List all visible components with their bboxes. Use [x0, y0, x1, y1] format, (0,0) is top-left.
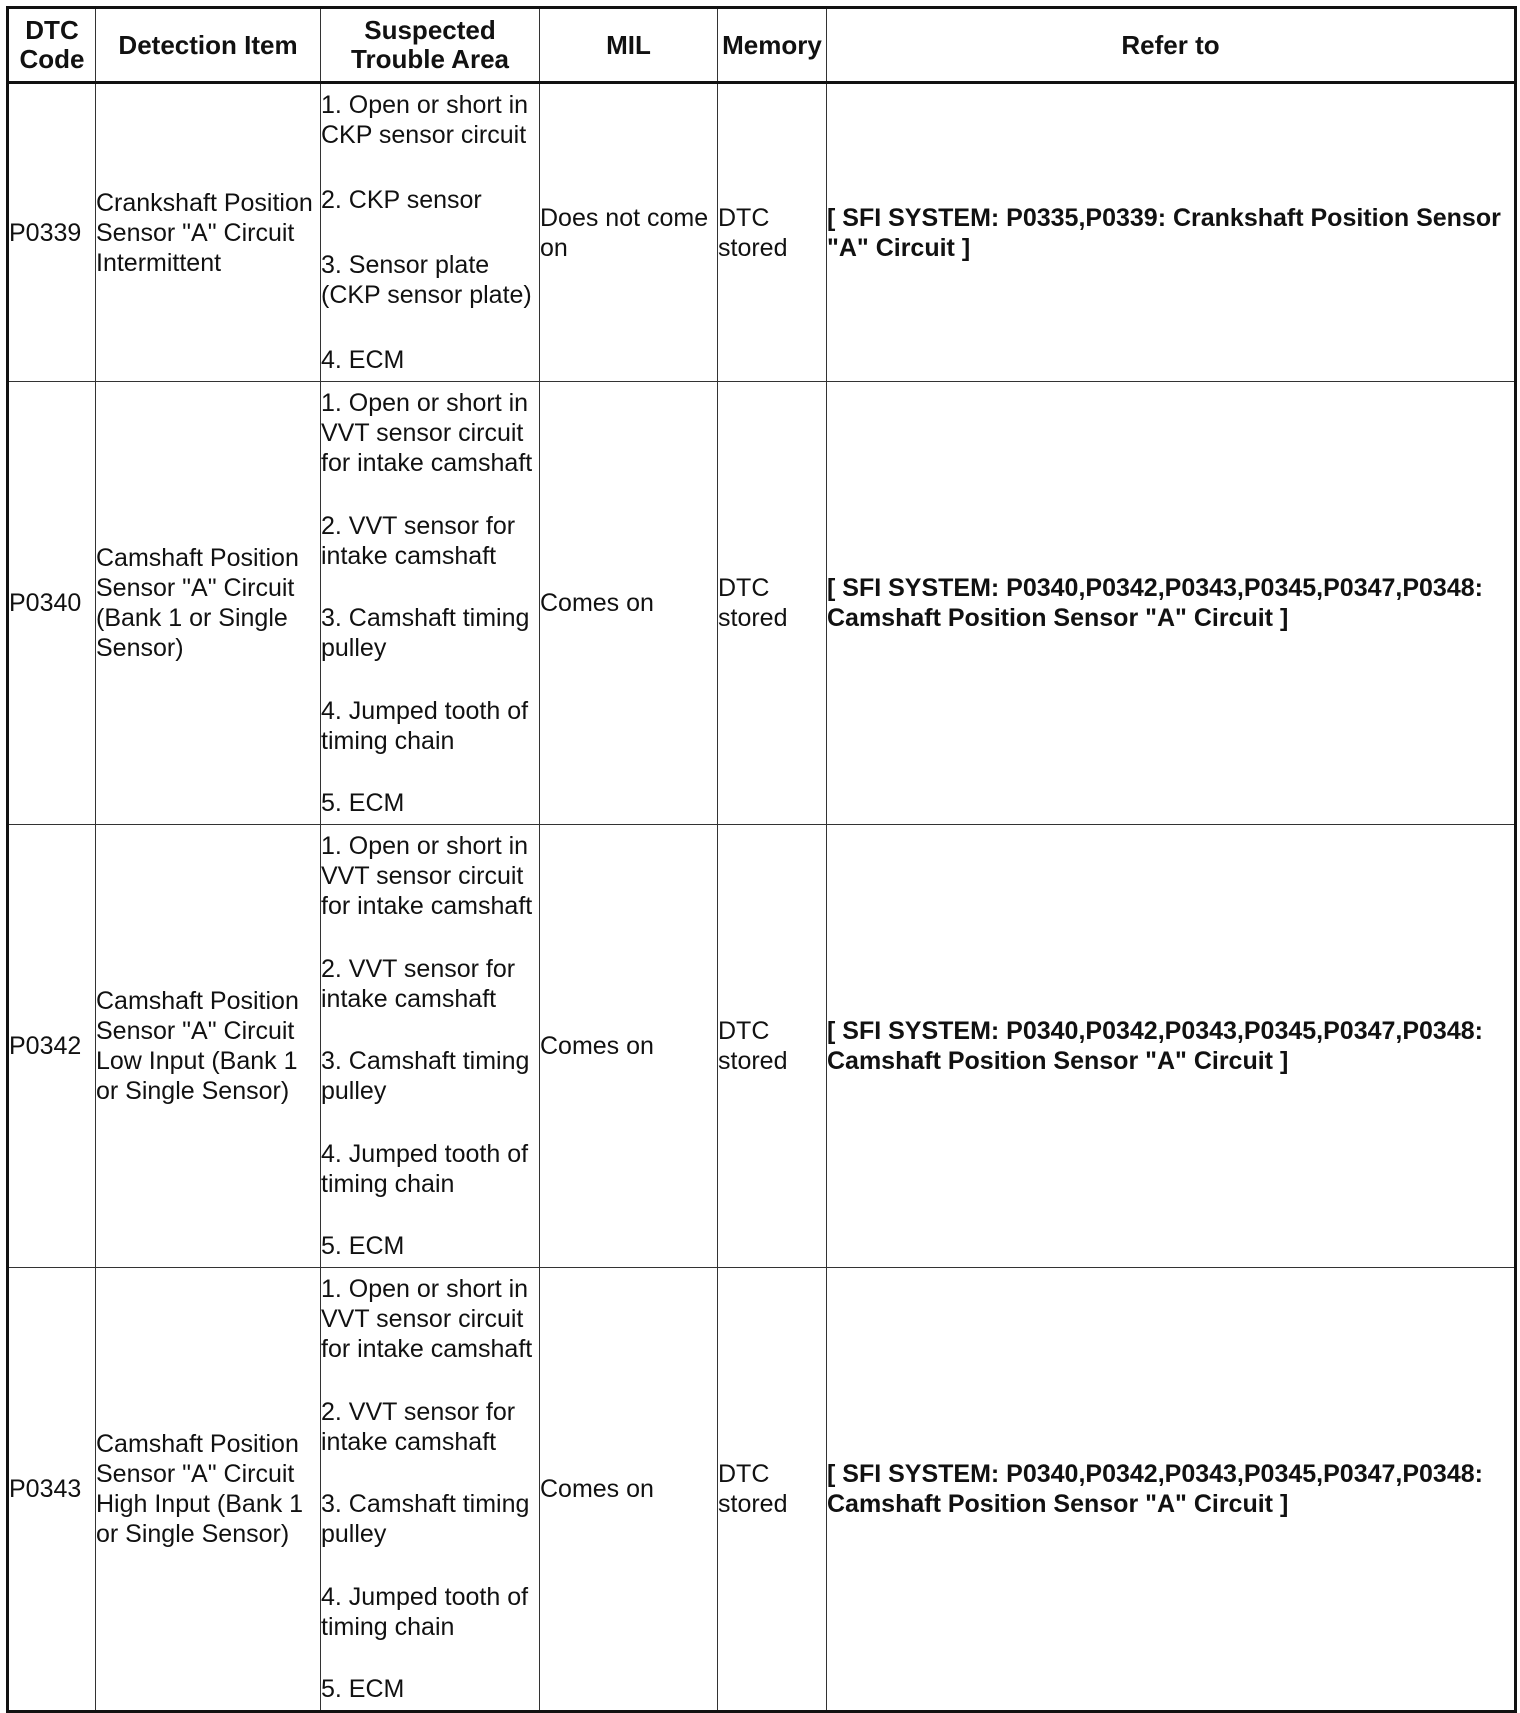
trouble-area-item: 1. Open or short in CKP sensor circuit — [321, 91, 529, 149]
memory-status: DTC stored — [718, 1268, 827, 1712]
detection-item: Camshaft Position Sensor "A" Circuit (Bank 1 or Single Sensor) — [96, 382, 321, 825]
table-row — [8, 382, 1516, 825]
suspected-trouble-area — [321, 825, 540, 1268]
trouble-area-item: 4. Jumped tooth of timing chain — [321, 696, 529, 755]
trouble-area-item: 2. VVT sensor for intake camshaft — [321, 1397, 516, 1456]
refer-to-link[interactable]: [ SFI SYSTEM: P0335,P0339: Crankshaft Position Sensor "A" Circuit ] — [827, 83, 1516, 382]
dtc-code: P0340 — [8, 382, 96, 825]
trouble-area-item: 2. CKP sensor — [321, 186, 482, 214]
header-refer-to: Refer to — [827, 8, 1516, 83]
refer-to-link[interactable]: [ SFI SYSTEM: P0340,P0342,P0343,P0345,P0347,P0348: Camshaft Position Sensor "A" Circuit ] — [827, 1268, 1516, 1712]
detection-item: Crankshaft Position Sensor "A" Circuit Intermittent — [96, 83, 321, 382]
trouble-area-item: 5. ECM — [321, 1675, 405, 1703]
memory-status: DTC stored — [718, 83, 827, 382]
trouble-area-item: 1. Open or short in VVT sensor circuit for intake camshaft — [321, 389, 533, 477]
trouble-area-item: 2. VVT sensor for intake camshaft — [321, 954, 516, 1013]
trouble-area-item: 4. Jumped tooth of timing chain — [321, 1582, 529, 1641]
mil-status: Comes on — [540, 825, 718, 1268]
trouble-area-item: 4. ECM — [321, 346, 405, 374]
refer-to-link[interactable]: [ SFI SYSTEM: P0340,P0342,P0343,P0345,P0347,P0348: Camshaft Position Sensor "A" Circuit ] — [827, 382, 1516, 825]
refer-to-link[interactable]: [ SFI SYSTEM: P0340,P0342,P0343,P0345,P0347,P0348: Camshaft Position Sensor "A" Circuit ] — [827, 825, 1516, 1268]
mil-status: Comes on — [540, 1268, 718, 1712]
dtc-document — [6, 6, 1514, 1704]
trouble-area-item: 5. ECM — [321, 789, 405, 817]
header-mil: MIL — [540, 8, 718, 83]
trouble-area-item: 1. Open or short in VVT sensor circuit for intake camshaft — [321, 832, 533, 920]
trouble-area-item: 2. VVT sensor for intake camshaft — [321, 511, 516, 570]
header-suspected-trouble-area: Suspected Trouble Area — [321, 8, 540, 83]
memory-status: DTC stored — [718, 382, 827, 825]
dtc-code: P0342 — [8, 825, 96, 1268]
suspected-trouble-area — [321, 83, 540, 382]
header-detection-item: Detection Item — [96, 8, 321, 83]
trouble-area-item: 3. Camshaft timing pulley — [321, 1490, 530, 1548]
mil-status: Does not come on — [540, 83, 718, 382]
suspected-trouble-area — [321, 382, 540, 825]
detection-item: Camshaft Position Sensor "A" Circuit High Input (Bank 1 or Single Sensor) — [96, 1268, 321, 1712]
trouble-area-item: 1. Open or short in VVT sensor circuit for intake camshaft — [321, 1275, 533, 1363]
header-dtc-code: DTC Code — [8, 8, 96, 83]
trouble-area-item: 5. ECM — [321, 1232, 405, 1260]
dtc-table — [6, 6, 1517, 1713]
detection-item: Camshaft Position Sensor "A" Circuit Low Input (Bank 1 or Single Sensor) — [96, 825, 321, 1268]
trouble-area-item: 4. Jumped tooth of timing chain — [321, 1139, 529, 1198]
header-row — [8, 8, 1516, 83]
memory-status: DTC stored — [718, 825, 827, 1268]
dtc-code: P0343 — [8, 1268, 96, 1712]
header-memory: Memory — [718, 8, 827, 83]
dtc-code: P0339 — [8, 83, 96, 382]
trouble-area-item: 3. Camshaft timing pulley — [321, 604, 530, 662]
trouble-area-item: 3. Camshaft timing pulley — [321, 1047, 530, 1105]
suspected-trouble-area — [321, 1268, 540, 1712]
trouble-area-item: 3. Sensor plate (CKP sensor plate) — [321, 251, 532, 309]
table-row — [8, 1268, 1516, 1712]
table-row — [8, 83, 1516, 382]
mil-status: Comes on — [540, 382, 718, 825]
table-row — [8, 825, 1516, 1268]
